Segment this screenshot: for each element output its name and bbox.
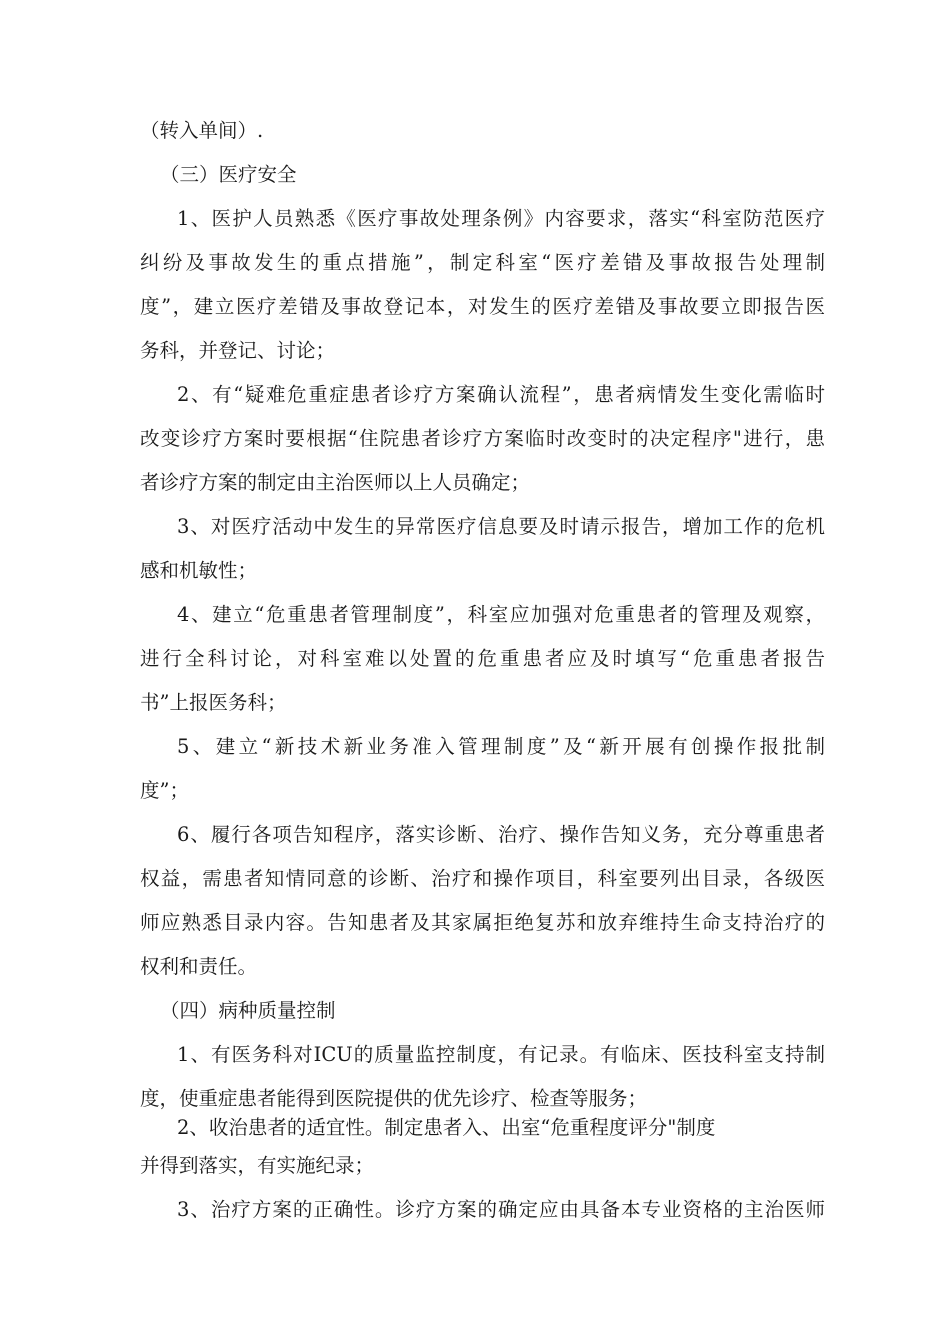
text-line: 3、治疗方案的正确性。诊疗方案的确定应由具备本专业资格的主治医师	[177, 1198, 825, 1221]
text-line: 5、建立“新技术新业务准入管理制度”及“新开展有创操作报批制	[177, 735, 825, 758]
text-line: 改变诊疗方案时要根据“住院患者诊疗方案临时改变时的决定程序"进行，患	[140, 427, 825, 450]
text-line: 4、建立“危重患者管理制度”，科室应加强对危重患者的管理及观察，	[177, 603, 825, 626]
text-line: 度”，建立医疗差错及事故登记本，对发生的医疗差错及事故要立即报告医	[140, 295, 825, 318]
text-line: 度，使重症患者能得到医院提供的优先诊疗、检查等服务；	[140, 1087, 648, 1110]
section-heading: （四）病种质量控制	[160, 999, 336, 1022]
text-line: 师应熟悉目录内容。告知患者及其家属拒绝复苏和放弃维持生命支持治疗的	[140, 911, 825, 934]
text-line: 度”；	[140, 779, 189, 802]
text-line: 1、医护人员熟悉《医疗事故处理条例》内容要求，落实“科室防范医疗	[177, 207, 825, 230]
text-line: 3、对医疗活动中发生的异常医疗信息要及时请示报告，增加工作的危机	[177, 515, 825, 538]
text-line: 2、收治患者的适宜性。制定患者入、出室“危重程度评分"制度	[177, 1116, 716, 1139]
text-line: 书”上报医务科；	[140, 691, 287, 714]
text-line: 2、有“疑难危重症患者诊疗方案确认流程”，患者病情发生变化需临时	[177, 383, 825, 406]
text-line: （转入单间）.	[140, 119, 264, 142]
text-line: 权益，需患者知情同意的诊断、治疗和操作项目，科室要列出目录，各级医	[140, 867, 825, 890]
section-heading: （三）医疗安全	[160, 163, 297, 186]
text-line: 者诊疗方案的制定由主治医师以上人员确定；	[140, 471, 531, 494]
text-line: 权利和责任。	[140, 955, 258, 978]
text-line: 感和机敏性；	[140, 559, 258, 582]
text-line: 1、有医务科对ICU的质量监控制度，有记录。有临床、医技科室支持制	[177, 1043, 825, 1066]
text-line: 6、履行各项告知程序，落实诊断、治疗、操作告知义务，充分尊重患者	[177, 823, 825, 846]
text-line: 进行全科讨论，对科室难以处置的危重患者应及时填写“危重患者报告	[140, 647, 825, 670]
text-line: 务科，并登记、讨论；	[140, 339, 336, 362]
text-line: 纠纷及事故发生的重点措施”，制定科室“医疗差错及事故报告处理制	[140, 251, 825, 274]
text-line: 并得到落实，有实施纪录；	[140, 1154, 375, 1177]
